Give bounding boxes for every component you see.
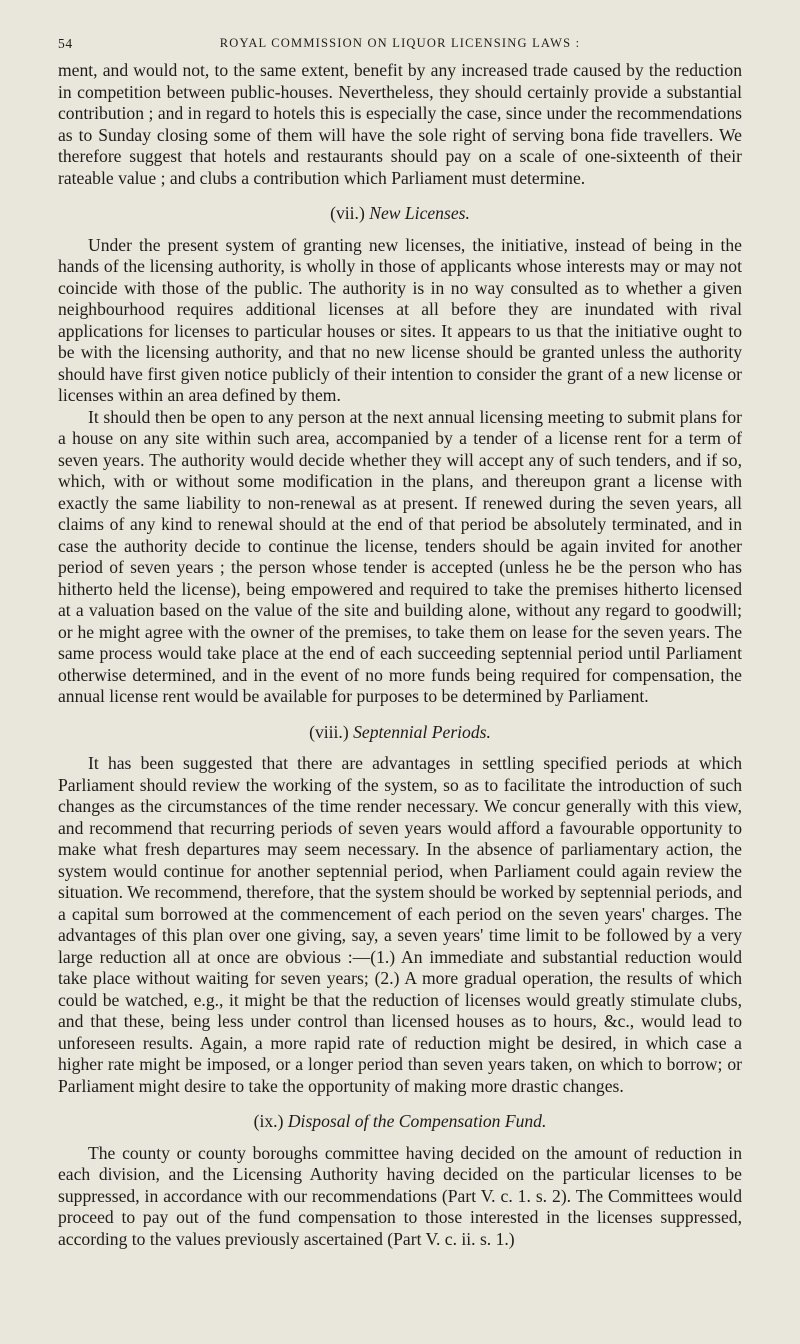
intro-paragraph: ment, and would not, to the same extent, benefit by any increased trade caused by the reduction in competition between public-houses. Nevertheless, they should certainly provide a substantial contribution ; and in regard to hotels this is especially the case, since under the recommendations as to Sunday closing some of them will have the sole right of serving bona fide travellers. We therefore suggest that hotels and restaurants should pay on a scale of one-sixteenth of their rateable value ; and clubs a contribution which Parliament must determine. [58,60,742,188]
paragraph: It has been suggested that there are advantages in settling specified periods at which Parliament should review the working of the system, so as to facilitate the introduction of such changes as the circumstances of the time render necessary. We concur generally with this view, and recommend that recurring periods of seven years would afford a favourable opportunity to make what fresh departures may seem necessary. In the absence of parliamentary action, the system would continue for another septennial period, when Parliament could again review the situation. We recommend, therefore, that the system should be worked by septennial periods, and a capital sum borrowed at the commencement of each period on the seven years' charges. The advantages of this plan over one giving, say, a seven years' time limit to be followed by a very large reduction all at once are obvious :—(1.) An immediate and substantial reduction would take place without waiting for seven years; (2.) A more gradual operation, the results of which could be watched, e.g., it might be that the reduction of licenses would greatly stimulate clubs, and that these, being less under control than licensed houses as to hours, &c., would lead to unforeseen results. Again, a more rapid rate of reduction might be desired, in which case a higher rate might be imposed, or a longer period than seven years taken, on which to borrow; or Parliament might desire to take the opportunity of making more drastic changes. [58,753,742,1096]
section-heading-septennial-periods [58,722,742,744]
section-title: New Licenses. [369,203,470,223]
running-header [58,36,742,60]
paragraph: It should then be open to any person at the next annual licensing meeting to submit plans for a house on any site within such area, accompanied by a tender of a license rent for a term of seven years. The authority would decide whether they will accept any of such tenders, and if so, which, with or without some modification in the plans, and thereupon grant a license with exactly the same liability to non-renewal as at present. If renewed during the seven years, all claims of any kind to renewal should at the end of that period be absolutely terminated, and in case the authority decide to continue the license, tenders should be again invited for another period of seven years ; the person whose tender is accepted (unless he be the person who has hitherto held the license), being empowered and required to take the premises hitherto licensed at a valuation based on the value of the site and building alone, without any regard to goodwill; or he might agree with the owner of the premises, to take them on lease for the seven years. The same process would take place at the end of each succeeding septennial period until Parliament otherwise determined, and in the event of no more funds being required for compensation, the annual license rent would be available for purposes to be determined by Parliament. [58,406,742,706]
section-heading-new-licenses [58,203,742,225]
section-number: (ix.) [253,1111,284,1131]
section-number: (viii.) [309,721,349,742]
paragraph: The county or county boroughs committee having decided on the amount of reduction in each division, and the Licensing Authority having decided on the particular licenses to be suppressed, in accordance with our recommendations (Part V. c. 1. s. 2). The Committees would proceed to pay out of the fund compensation to those interested in the licenses suppressed, according to the values previously ascertained (Part V. c. ii. s. 1.) [58,1142,742,1249]
page-number: 54 [58,36,73,51]
document-body [58,60,742,1250]
running-title: ROYAL COMMISSION ON LIQUOR LICENSING LAWS : [219,36,581,50]
paragraph: Under the present system of granting new licenses, the initiative, instead of being in the hands of the licensing authority, is wholly in those of applicants whose interests may or may not coincide with those of the public. The authority is in no way consulted as to whether a given neighbourhood requires additional licenses at all before they are inundated with rival applications for licenses to particular houses or sites. It appears to us that the initiative ought to be with the licensing authority, and that no new license should be granted unless the authority should have first given notice publicly of their intention to consider the grant of a new license or licenses within an area defined by them. [58,234,742,405]
section-number: (vii.) [330,203,365,223]
section-title: Disposal of the Compensation Fund. [287,1111,547,1131]
section-heading-compensation-fund [58,1111,742,1133]
section-title: Septennial Periods. [353,721,491,742]
